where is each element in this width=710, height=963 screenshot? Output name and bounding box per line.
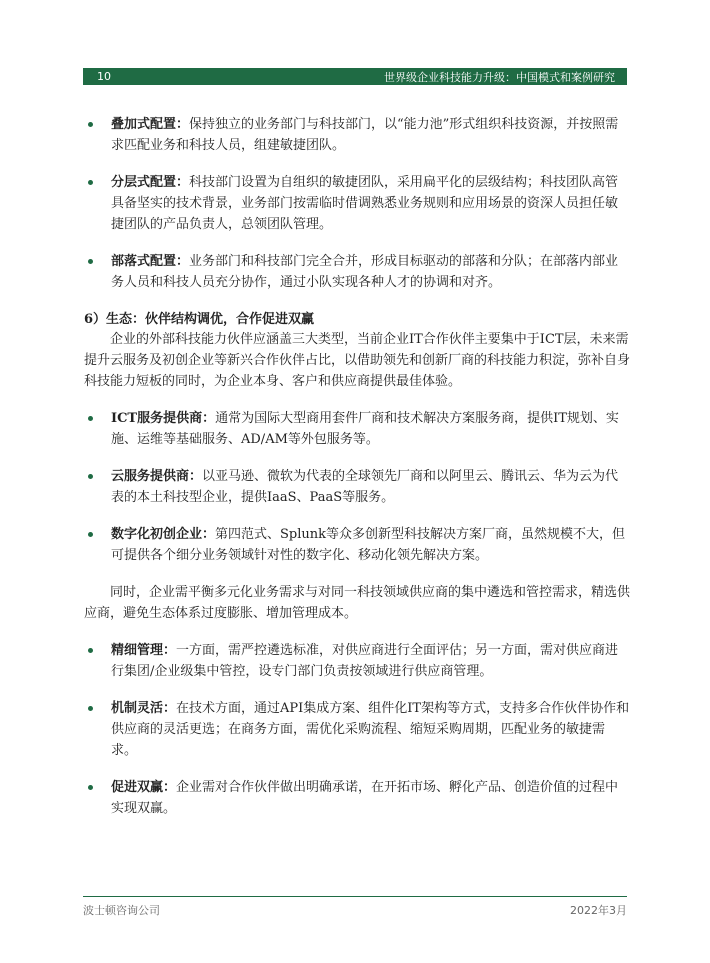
bullet-text: 保持独立的业务部门与科技部门，以“能力池”形式组织科技资源，并按照需求匹配业务和科技人员，组建敏捷团队。	[111, 117, 619, 153]
bullet-term: ICT服务提供商：	[111, 411, 216, 426]
bullet-term: 促进双赢：	[111, 780, 177, 795]
bullet-term: 云服务提供商：	[111, 469, 203, 484]
bullet-dot-icon	[88, 648, 93, 653]
bullet-dot-icon	[88, 532, 93, 537]
bullet-item	[84, 172, 630, 235]
paragraph: 企业的外部科技能力伙伴应涵盖三大类型，当前企业IT合作伙伴主要集中于ICT层，未来需提升云服务及初创企业等新兴合作伙伴占比，以借助领先和创新厂商的科技能力积淀，弥补自身科技能力短板的同时，为企业本身、客户和供应商提供最佳体验。	[84, 332, 631, 389]
bullet-text: 第四范式、Splunk等众多创新型科技解决方案厂商，虽然规模不大，但可提供各个细分业务领域针对性的数字化、移动化领先解决方案。	[111, 527, 626, 563]
page-footer	[83, 902, 627, 918]
paragraph: 同时，企业需平衡多元化业务需求与对同一科技领域供应商的集中遴选和管控需求，精选供应商，避免生态体系过度膨胀、增加管理成本。	[84, 585, 631, 621]
bullet-text: 在技术方面，通过API集成方案、组件化IT架构等方式，支持多合作伙伴协作和供应商的灵活更选；在商务方面，需优化采购流程、缩短采购周期，匹配业务的敏捷需求。	[111, 701, 630, 758]
bullet-dot-icon	[88, 180, 93, 185]
bullet-term: 部落式配置：	[111, 254, 190, 269]
bullet-dot-icon	[88, 474, 93, 479]
bullet-term: 叠加式配置：	[111, 117, 190, 132]
bullet-dot-icon	[88, 785, 93, 790]
bullet-dot-icon	[88, 706, 93, 711]
bullet-dot-icon	[88, 259, 93, 264]
footer-date: 2022年3月	[570, 904, 627, 917]
page-body	[84, 114, 630, 835]
bullet-item	[84, 640, 630, 682]
bullet-dot-icon	[88, 416, 93, 421]
footer-company: 波士顿咨询公司	[83, 904, 160, 917]
bullet-item	[84, 251, 630, 293]
page-number: 10	[97, 70, 111, 83]
report-title: 世界级企业科技能力升级：中国模式和案例研究	[384, 70, 615, 84]
bullet-text: 通常为国际大型商用套件厂商和技术解决方案服务商，提供IT规划、实施、运维等基础服务、AD/AM等外包服务等。	[111, 411, 619, 447]
footer-divider	[83, 896, 627, 897]
section-heading: 6）生态：伙伴结构调优，合作促进双赢	[84, 312, 315, 327]
bullet-text: 一方面，需严控遴选标准，对供应商进行全面评估；另一方面，需对供应商进行集团/企业级集中管控，设专门部门负责按领域进行供应商管理。	[111, 643, 619, 679]
bullet-item	[84, 408, 630, 450]
bullet-text: 业务部门和科技部门完全合并，形成目标驱动的部落和分队；在部落内部业务人员和科技人员充分协作，通过小队实现各种人才的协调和对齐。	[111, 254, 619, 290]
bullet-term: 精细管理：	[111, 643, 177, 658]
bullet-item	[84, 524, 630, 566]
bullet-item	[84, 466, 630, 508]
bullet-term: 数字化初创企业：	[111, 527, 216, 542]
bullet-term: 分层式配置：	[111, 175, 190, 190]
bullet-term: 机制灵活：	[111, 701, 177, 716]
bullet-item	[84, 114, 630, 156]
bullet-dot-icon	[88, 122, 93, 127]
bullet-text: 企业需对合作伙伴做出明确承诺，在开拓市场、孵化产品、创造价值的过程中实现双赢。	[111, 780, 619, 816]
bullet-text: 科技部门设置为自组织的敏捷团队，采用扁平化的层级结构；科技团队高管具备坚实的技术背景，业务部门按需临时借调熟悉业务规则和应用场景的资深人员担任敏捷团队的产品负责人，总领团队管理。	[111, 175, 619, 232]
bullet-text: 以亚马逊、微软为代表的全球领先厂商和以阿里云、腾讯云、华为云为代表的本土科技型企业，提供IaaS、PaaS等服务。	[111, 469, 619, 505]
bullet-item	[84, 777, 630, 819]
bullet-item	[84, 698, 630, 761]
page-header-bar	[83, 68, 627, 85]
